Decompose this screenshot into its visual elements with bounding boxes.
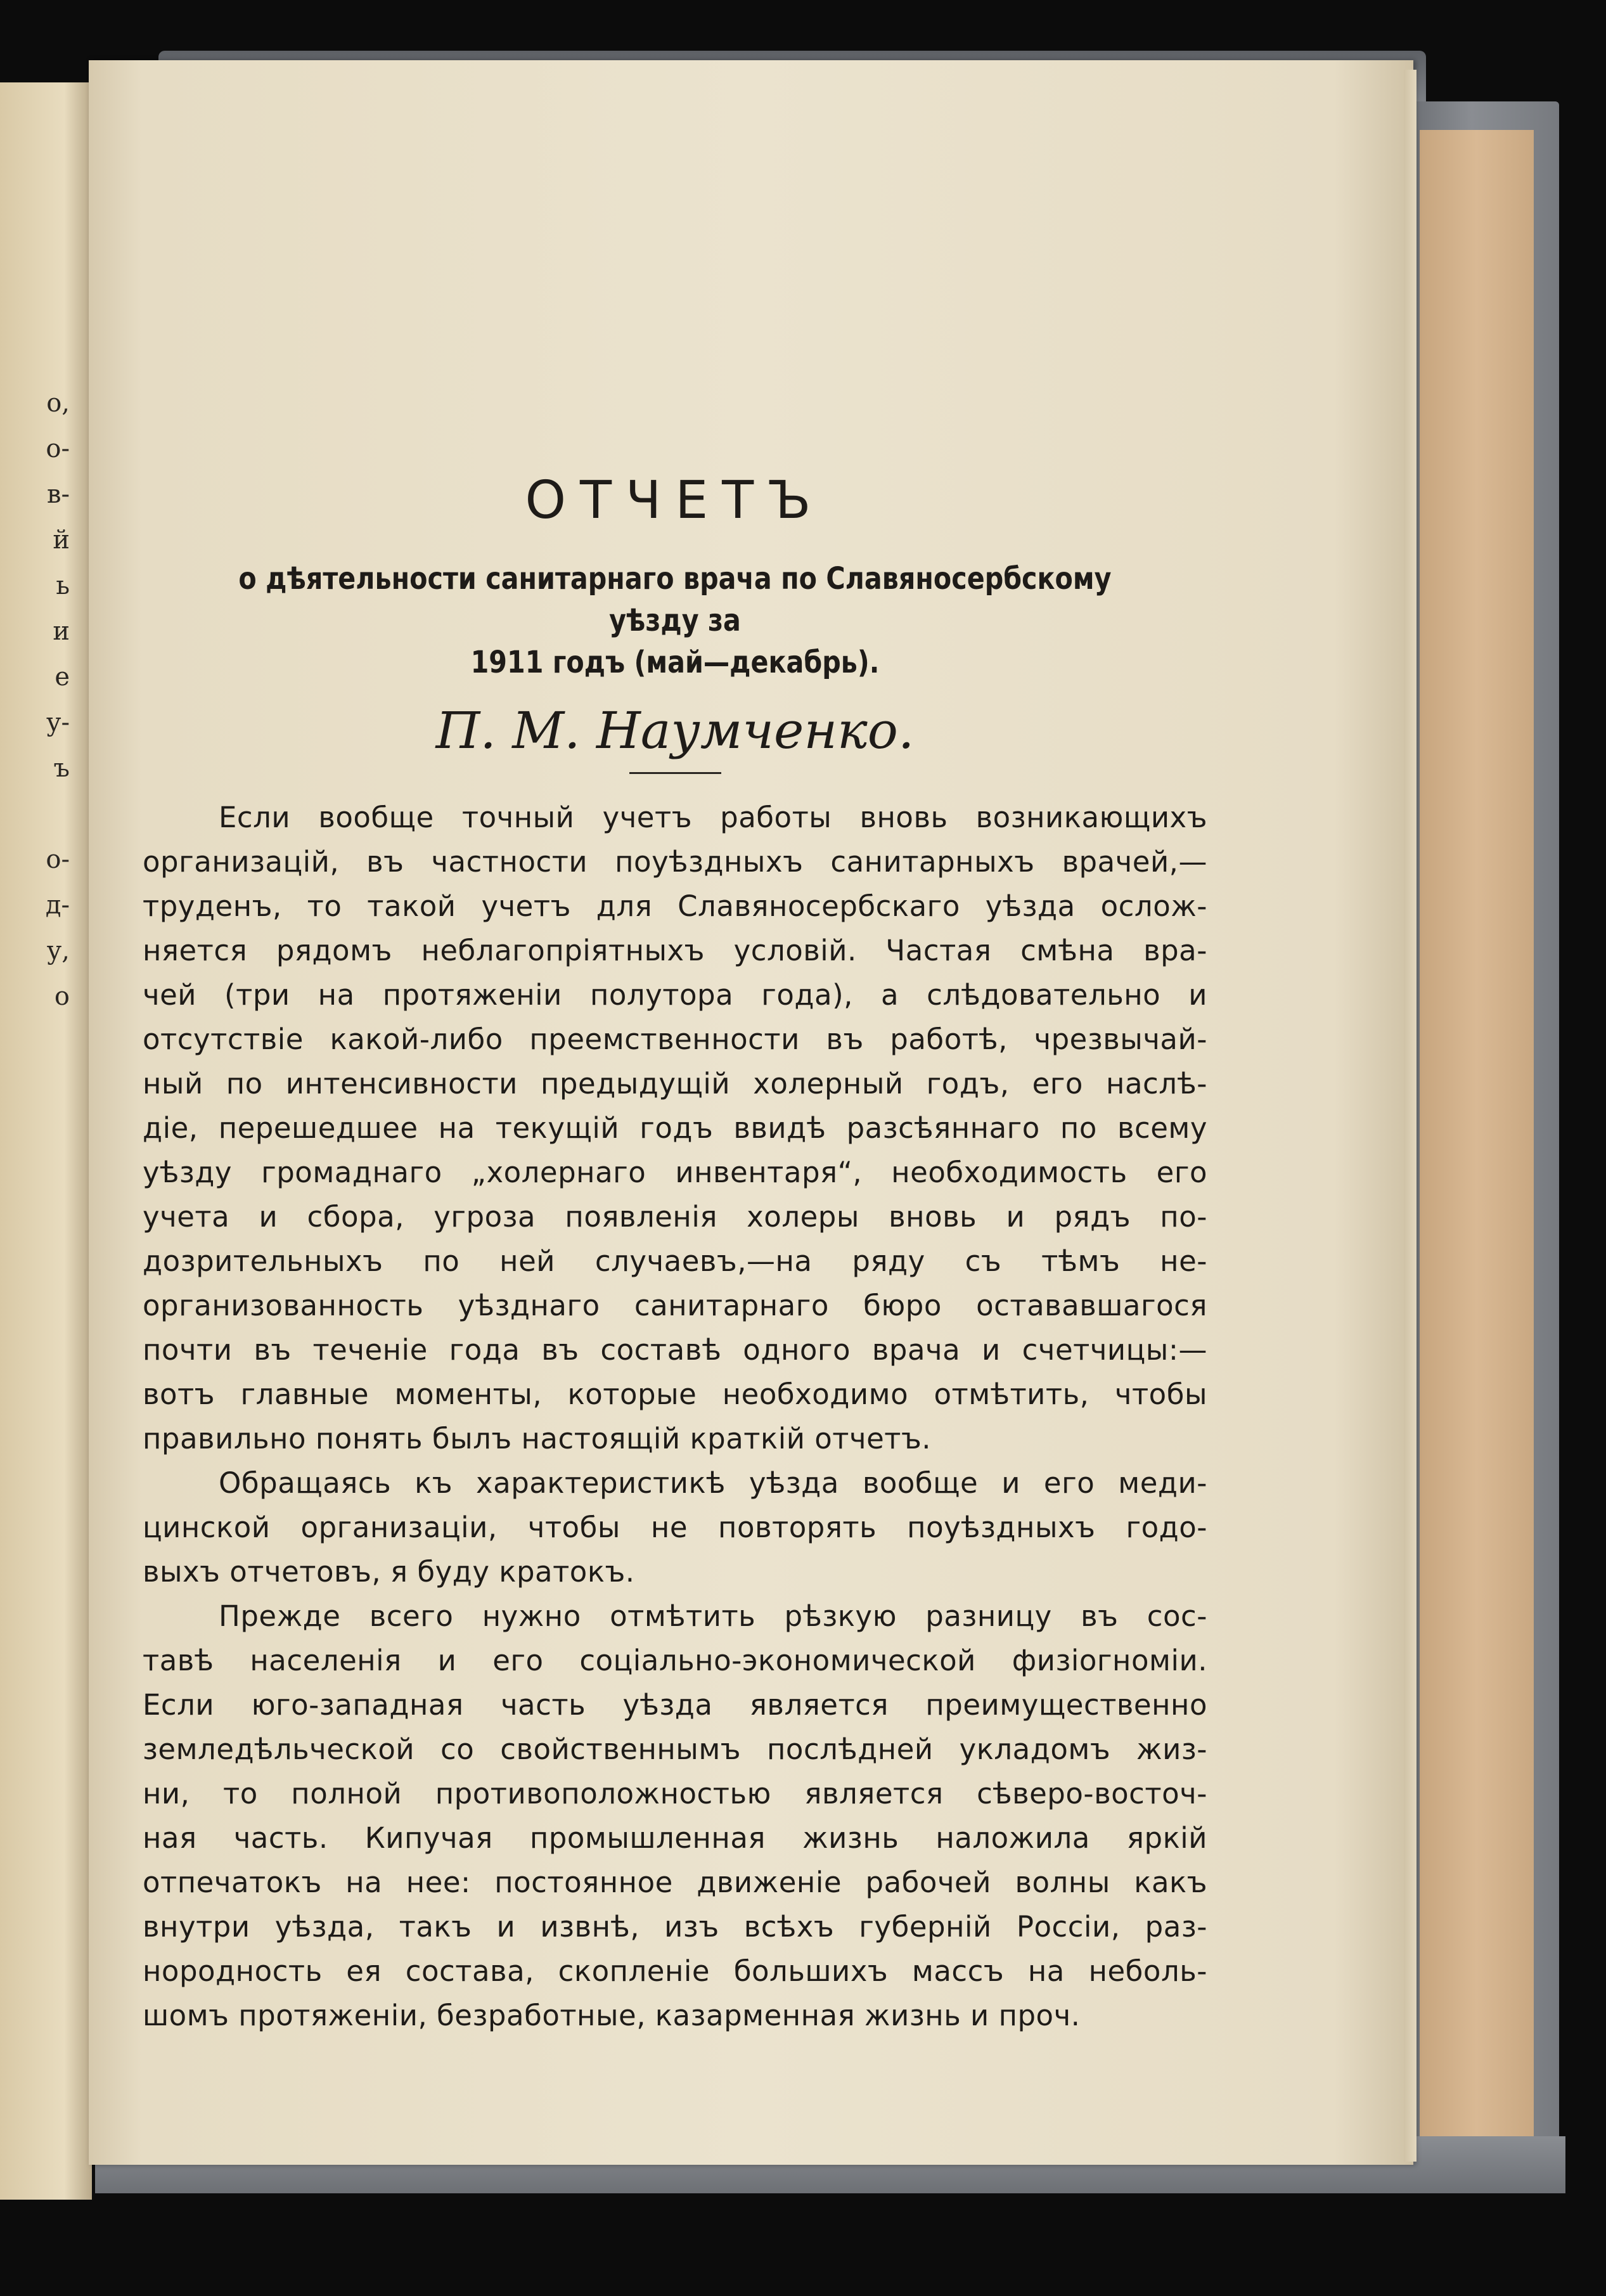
page-content (143, 469, 1207, 2038)
body-line: няется рядомъ неблагопріятныхъ условій. Частая смѣна вра- (143, 934, 1207, 967)
title-divider (629, 772, 721, 774)
body-line: организованность уѣзднаго санитарнаго бюро остававшагося (143, 1289, 1207, 1322)
page-edge (1404, 70, 1416, 2162)
left-fragment: в- (46, 480, 70, 509)
body-line: ни, то полной противоположностью является сѣверо-восточ- (143, 1777, 1207, 1810)
body-line: ная часть. Кипучая промышленная жизнь наложила яркій (143, 1821, 1207, 1855)
body-line: уѣзду громаднаго „холернаго инвентаря“, необходимость его (143, 1156, 1207, 1189)
body-line: Прежде всего нужно отмѣтить рѣзкую разницу въ сос- (219, 1599, 1207, 1633)
document-author: П. М. Наумченко. (435, 701, 915, 760)
body-line: чей (три на протяженіи полутора года), а слѣдовательно и (143, 978, 1207, 1012)
left-fragment: ь (56, 571, 70, 600)
document-subtitle-line1: о дѣятельности санитарнаго врача по Славяносербскому уѣзду за (238, 561, 1112, 638)
body-line: организацій, въ частности поуѣздныхъ санитарныхъ врачей,— (143, 845, 1207, 879)
left-fragment: ъ (53, 754, 70, 783)
body-line: Обращаясь къ характеристикѣ уѣзда вообще и его меди- (219, 1466, 1207, 1500)
left-facing-page (0, 82, 92, 2200)
body-line: правильно понять былъ настоящій краткій отчетъ. (143, 1422, 932, 1455)
body-line: ный по интенсивности предыдущій холерный годъ, его наслѣ- (143, 1067, 1207, 1100)
document-subtitle-line2: 1911 годъ (май—декабрь). (470, 645, 880, 680)
body-line: тавѣ населенія и его соціально-экономической физіогноміи. (143, 1644, 1207, 1677)
body-line: нородность ея состава, скопленіе большихъ массъ на неболь- (143, 1954, 1207, 1988)
body-line: внутри уѣзда, такъ и извнѣ, изъ всѣхъ губерній Россіи, раз- (143, 1910, 1207, 1944)
left-fragment: д- (45, 891, 70, 920)
left-fragment: и (53, 617, 70, 646)
body-line: вотъ главные моменты, которые необходимо отмѣтить, чтобы (143, 1377, 1207, 1411)
body-line: Если юго-западная часть уѣзда является преимущественно (143, 1688, 1207, 1722)
left-fragment: о, (46, 389, 70, 418)
body-line: Если вообще точный учетъ работы вновь возникающихъ (219, 801, 1207, 834)
left-fragment: е (55, 662, 70, 692)
body-line: труденъ, то такой учетъ для Славяносербскаго уѣзда ослож- (143, 889, 1207, 923)
left-fragment: о- (46, 845, 70, 874)
left-page-text-fragments (0, 380, 89, 1019)
left-fragment: у- (46, 708, 70, 737)
body-line: учета и сбора, угроза появленія холеры вновь и рядъ по- (143, 1200, 1207, 1234)
endpaper-strip (1420, 130, 1534, 2165)
left-fragment: о- (46, 434, 70, 463)
body-line: шомъ протяженіи, безработные, казарменная жизнь и проч. (143, 1999, 1081, 2032)
document-title: ОТЧЕТЪ (525, 470, 825, 531)
body-line: отсутствіе какой-либо преемственности въ работѣ, чрезвычай- (143, 1022, 1207, 1056)
left-fragment: о (54, 982, 70, 1011)
body-line: земледѣльческой со свойственнымъ послѣдней укладомъ жиз- (143, 1732, 1207, 1766)
body-line: дозрительныхъ по ней случаевъ,—на ряду съ тѣмъ не- (143, 1244, 1207, 1278)
body-line: почти въ теченіе года въ составѣ одного врача и счетчицы:— (143, 1333, 1207, 1367)
body-line: отпечатокъ на нее: постоянное движеніе рабочей волны какъ (143, 1866, 1207, 1899)
document-body (143, 796, 1207, 2038)
left-fragment: й (53, 526, 70, 555)
body-line: цинской организаціи, чтобы не повторять поуѣздныхъ годо- (143, 1511, 1207, 1544)
left-fragment (0, 791, 89, 837)
body-line: діе, перешедшее на текущій годъ ввидѣ разсѣяннаго по всему (143, 1111, 1207, 1145)
left-fragment: у, (46, 936, 70, 965)
body-line: выхъ отчетовъ, я буду кратокъ. (143, 1555, 635, 1589)
